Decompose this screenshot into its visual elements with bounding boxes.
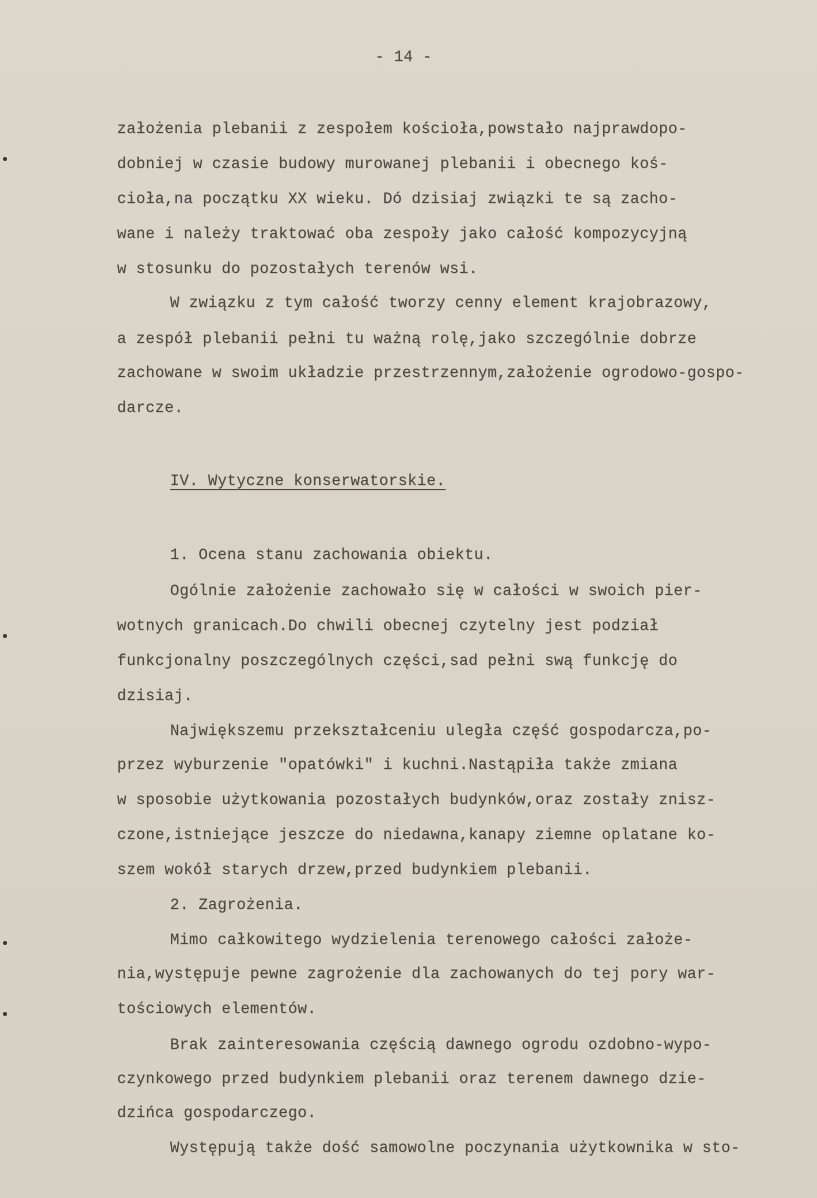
text-line: wane i należy traktować oba zespoły jako całość kompozycyjną: [117, 225, 688, 243]
text-line: Największemu przekształceniu uległa część gospodarcza,po-: [170, 722, 712, 740]
margin-mark: [3, 157, 7, 161]
text-line: w sposobie użytkowania pozostałych budynków,oraz zostały znisz-: [117, 791, 716, 809]
text-line: funkcjonalny poszczególnych części,sad pełni swą funkcję do: [117, 652, 678, 670]
text-line: przez wyburzenie "opatówki" i kuchni.Nastąpiła także zmiana: [117, 756, 678, 774]
text-line: tościowych elementów.: [117, 1000, 317, 1018]
text-line: Brak zainteresowania częścią dawnego ogrodu ozdobno-wypo-: [170, 1036, 712, 1054]
text-line: założenia plebanii z zespołem kościoła,powstało najprawdopo-: [117, 120, 688, 138]
text-line: szem wokół starych drzew,przed budynkiem plebanii.: [117, 861, 593, 879]
text-line: czynkowego przed budynkiem plebanii oraz terenem dawnego dzie-: [117, 1070, 707, 1088]
text-line: a zespół plebanii pełni tu ważną rolę,jako szczególnie dobrze: [117, 330, 697, 348]
subsection-title: 1. Ocena stanu zachowania obiektu.: [170, 546, 494, 564]
text-line: cioła,na początku XX wieku. Dó dzisiaj związki te są zacho-: [117, 190, 678, 208]
text-line: dzińca gospodarczego.: [117, 1104, 317, 1122]
text-line: dobniej w czasie budowy murowanej plebanii i obecnego koś-: [117, 155, 669, 173]
text-line: dzisiaj.: [117, 687, 194, 705]
section-heading: IV. Wytyczne konserwatorskie.: [170, 472, 446, 490]
text-line: czone,istniejące jeszcze do niedawna,kanapy ziemne oplatane ko-: [117, 826, 716, 844]
subsection-title: 2. Zagrożenia.: [170, 896, 304, 914]
text-line: Występują także dość samowolne poczynania użytkownika w sto-: [170, 1139, 741, 1157]
margin-mark: [3, 941, 7, 945]
text-line: Mimo całkowitego wydzielenia terenowego całości założe-: [170, 931, 693, 949]
text-line: zachowane w swoim układzie przestrzennym,założenie ogrodowo-gospo-: [117, 364, 745, 382]
text-line: w stosunku do pozostałych terenów wsi.: [117, 260, 479, 278]
text-line: darcze.: [117, 399, 184, 417]
text-line: W związku z tym całość tworzy cenny element krajobrazowy,: [170, 294, 712, 312]
text-line: wotnych granicach.Do chwili obecnej czytelny jest podział: [117, 617, 659, 635]
margin-mark: [3, 634, 7, 638]
text-line: nia,występuje pewne zagrożenie dla zachowanych do tej pory war-: [117, 965, 716, 983]
text-line: Ogólnie założenie zachowało się w całości w swoich pier-: [170, 582, 703, 600]
page-number: - 14 -: [375, 48, 433, 66]
margin-mark: [3, 1012, 7, 1016]
